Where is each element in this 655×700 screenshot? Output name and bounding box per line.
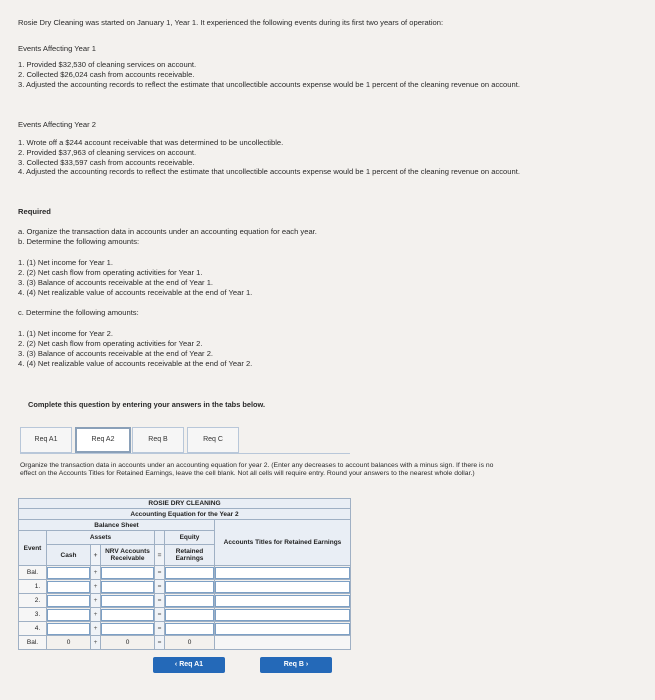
cash-input[interactable]: [47, 623, 90, 635]
equals-sign: =: [155, 580, 165, 594]
equals-sign: =: [155, 622, 165, 636]
required-b: b. Determine the following amounts:: [18, 237, 140, 246]
plus-sign: +: [91, 636, 101, 650]
tab-divider: [20, 453, 350, 454]
retained-earnings-input[interactable]: [165, 609, 214, 621]
retained-earnings-input[interactable]: [165, 623, 214, 635]
cash-input[interactable]: [47, 567, 90, 579]
next-button-label: Req B: [283, 661, 304, 668]
retained-earnings-input[interactable]: [165, 581, 214, 593]
year1-item-1: 1. Provided $32,530 of cleaning services on account.: [18, 60, 197, 69]
year2-heading: Events Affecting Year 2: [18, 120, 96, 129]
retained-earnings-total: 0: [165, 636, 215, 650]
plus-sign: +: [91, 594, 101, 608]
retained-earnings-input[interactable]: [165, 567, 214, 579]
equals-sign: =: [155, 636, 165, 650]
year1-item-2: 2. Collected $26,024 cash from accounts receivable.: [18, 70, 195, 79]
cash-input[interactable]: [47, 595, 90, 607]
row-label: Bal.: [19, 566, 47, 580]
required-heading: Required: [18, 207, 51, 216]
year2-item-3: 3. Collected $33,597 cash from accounts receivable.: [18, 158, 195, 167]
c-item-3: 3. (3) Balance of accounts receivable at the end of Year 2.: [18, 349, 214, 358]
required-c: c. Determine the following amounts:: [18, 308, 139, 317]
c-item-1: 1. (1) Net income for Year 2.: [18, 329, 113, 338]
header-cash: Cash: [47, 545, 91, 566]
prev-button[interactable]: [153, 657, 225, 673]
equals-sign: =: [155, 594, 165, 608]
table-row: [19, 580, 351, 594]
year2-item-1: 1. Wrote off a $244 account receivable that was determined to be uncollectible.: [18, 138, 284, 147]
tab-req-b[interactable]: Req B: [132, 427, 184, 453]
chevron-left-icon: ‹: [174, 661, 178, 668]
equals-sign: =: [155, 566, 165, 580]
next-button[interactable]: [260, 657, 332, 673]
year1-heading: Events Affecting Year 1: [18, 44, 96, 53]
table-row-balance: [19, 636, 351, 650]
table-row: [19, 594, 351, 608]
table-subtitle: Balance Sheet: [19, 520, 215, 531]
c-item-4: 4. (4) Net realizable value of accounts receivable at the end of Year 2.: [18, 359, 253, 368]
equals-sign: =: [155, 608, 165, 622]
header-equity: Equity: [165, 531, 215, 545]
nrv-input[interactable]: [101, 623, 154, 635]
required-a: a. Organize the transaction data in accounts under an accounting equation for each year.: [18, 227, 317, 236]
accounting-equation-table: [18, 498, 351, 650]
b-item-2: 2. (2) Net cash flow from operating activities for Year 1.: [18, 268, 203, 277]
table-title: Accounting Equation for the Year 2: [19, 509, 351, 520]
account-title-input[interactable]: [215, 567, 350, 579]
plus-sign: +: [91, 545, 101, 566]
chevron-right-icon: ›: [305, 661, 309, 668]
account-title-input[interactable]: [215, 595, 350, 607]
tab-req-a2[interactable]: Req A2: [75, 427, 131, 453]
equals-sign: =: [155, 545, 165, 566]
plus-sign: +: [91, 580, 101, 594]
header-event: Event: [19, 531, 47, 566]
retained-earnings-input[interactable]: [165, 595, 214, 607]
b-item-1: 1. (1) Net income for Year 1.: [18, 258, 113, 267]
header-nrv: NRV Accounts Receivable: [101, 545, 155, 566]
instructions-text: Complete this question by entering your answers in the tabs below.: [28, 400, 266, 409]
tab-req-c[interactable]: Req C: [187, 427, 239, 453]
year2-item-2: 2. Provided $37,963 of cleaning services on account.: [18, 148, 197, 157]
cash-input[interactable]: [47, 581, 90, 593]
year2-item-4: 4. Adjusted the accounting records to reflect the estimate that uncollectible accounts expense would be 1 percent of the cleaning revenue on account.: [18, 167, 520, 176]
nrv-input[interactable]: [101, 581, 154, 593]
b-item-4: 4. (4) Net realizable value of accounts receivable at the end of Year 1.: [18, 288, 253, 297]
header-retained-earnings: Retained Earnings: [165, 545, 215, 566]
nrv-input[interactable]: [101, 567, 154, 579]
row-label: 4.: [19, 622, 47, 636]
nrv-input[interactable]: [101, 609, 154, 621]
plus-sign: +: [91, 566, 101, 580]
cash-total: 0: [47, 636, 91, 650]
year1-item-3: 3. Adjusted the accounting records to reflect the estimate that uncollectible accounts expense would be 1 percent of the cleaning revenue on account.: [18, 80, 520, 89]
account-title-input[interactable]: [215, 623, 350, 635]
row-label: 3.: [19, 608, 47, 622]
table-row: [19, 566, 351, 580]
plus-sign: +: [91, 608, 101, 622]
header-account-titles: Accounts Titles for Retained Earnings: [215, 520, 351, 566]
account-title-input[interactable]: [215, 609, 350, 621]
table-row: [19, 622, 351, 636]
row-label: Bal.: [19, 636, 47, 650]
intro-text: Rosie Dry Cleaning was started on January 1, Year 1. It experienced the following events during its first two years of operation:: [18, 18, 444, 27]
account-title-input[interactable]: [215, 581, 350, 593]
table-row: [19, 608, 351, 622]
nrv-input[interactable]: [101, 595, 154, 607]
row-label: 1.: [19, 580, 47, 594]
prev-button-label: Req A1: [179, 661, 204, 668]
table-company: ROSIE DRY CLEANING: [19, 499, 351, 509]
cash-input[interactable]: [47, 609, 90, 621]
row-label: 2.: [19, 594, 47, 608]
tab-req-a1[interactable]: Req A1: [20, 427, 72, 453]
nrv-total: 0: [101, 636, 155, 650]
b-item-3: 3. (3) Balance of accounts receivable at the end of Year 1.: [18, 278, 214, 287]
c-item-2: 2. (2) Net cash flow from operating activities for Year 2.: [18, 339, 203, 348]
header-assets: Assets: [47, 531, 155, 545]
plus-sign: +: [91, 622, 101, 636]
question-text: Organize the transaction data in accounts under an accounting equation for year 2. (Enter any decreases to account balances with a minus sign. If there is no effect on the Accounts Titles for Retained Earnings, leave the cell blank. Not all cells will require entry. Round your answers to the nearest whole dollar.): [20, 462, 494, 477]
